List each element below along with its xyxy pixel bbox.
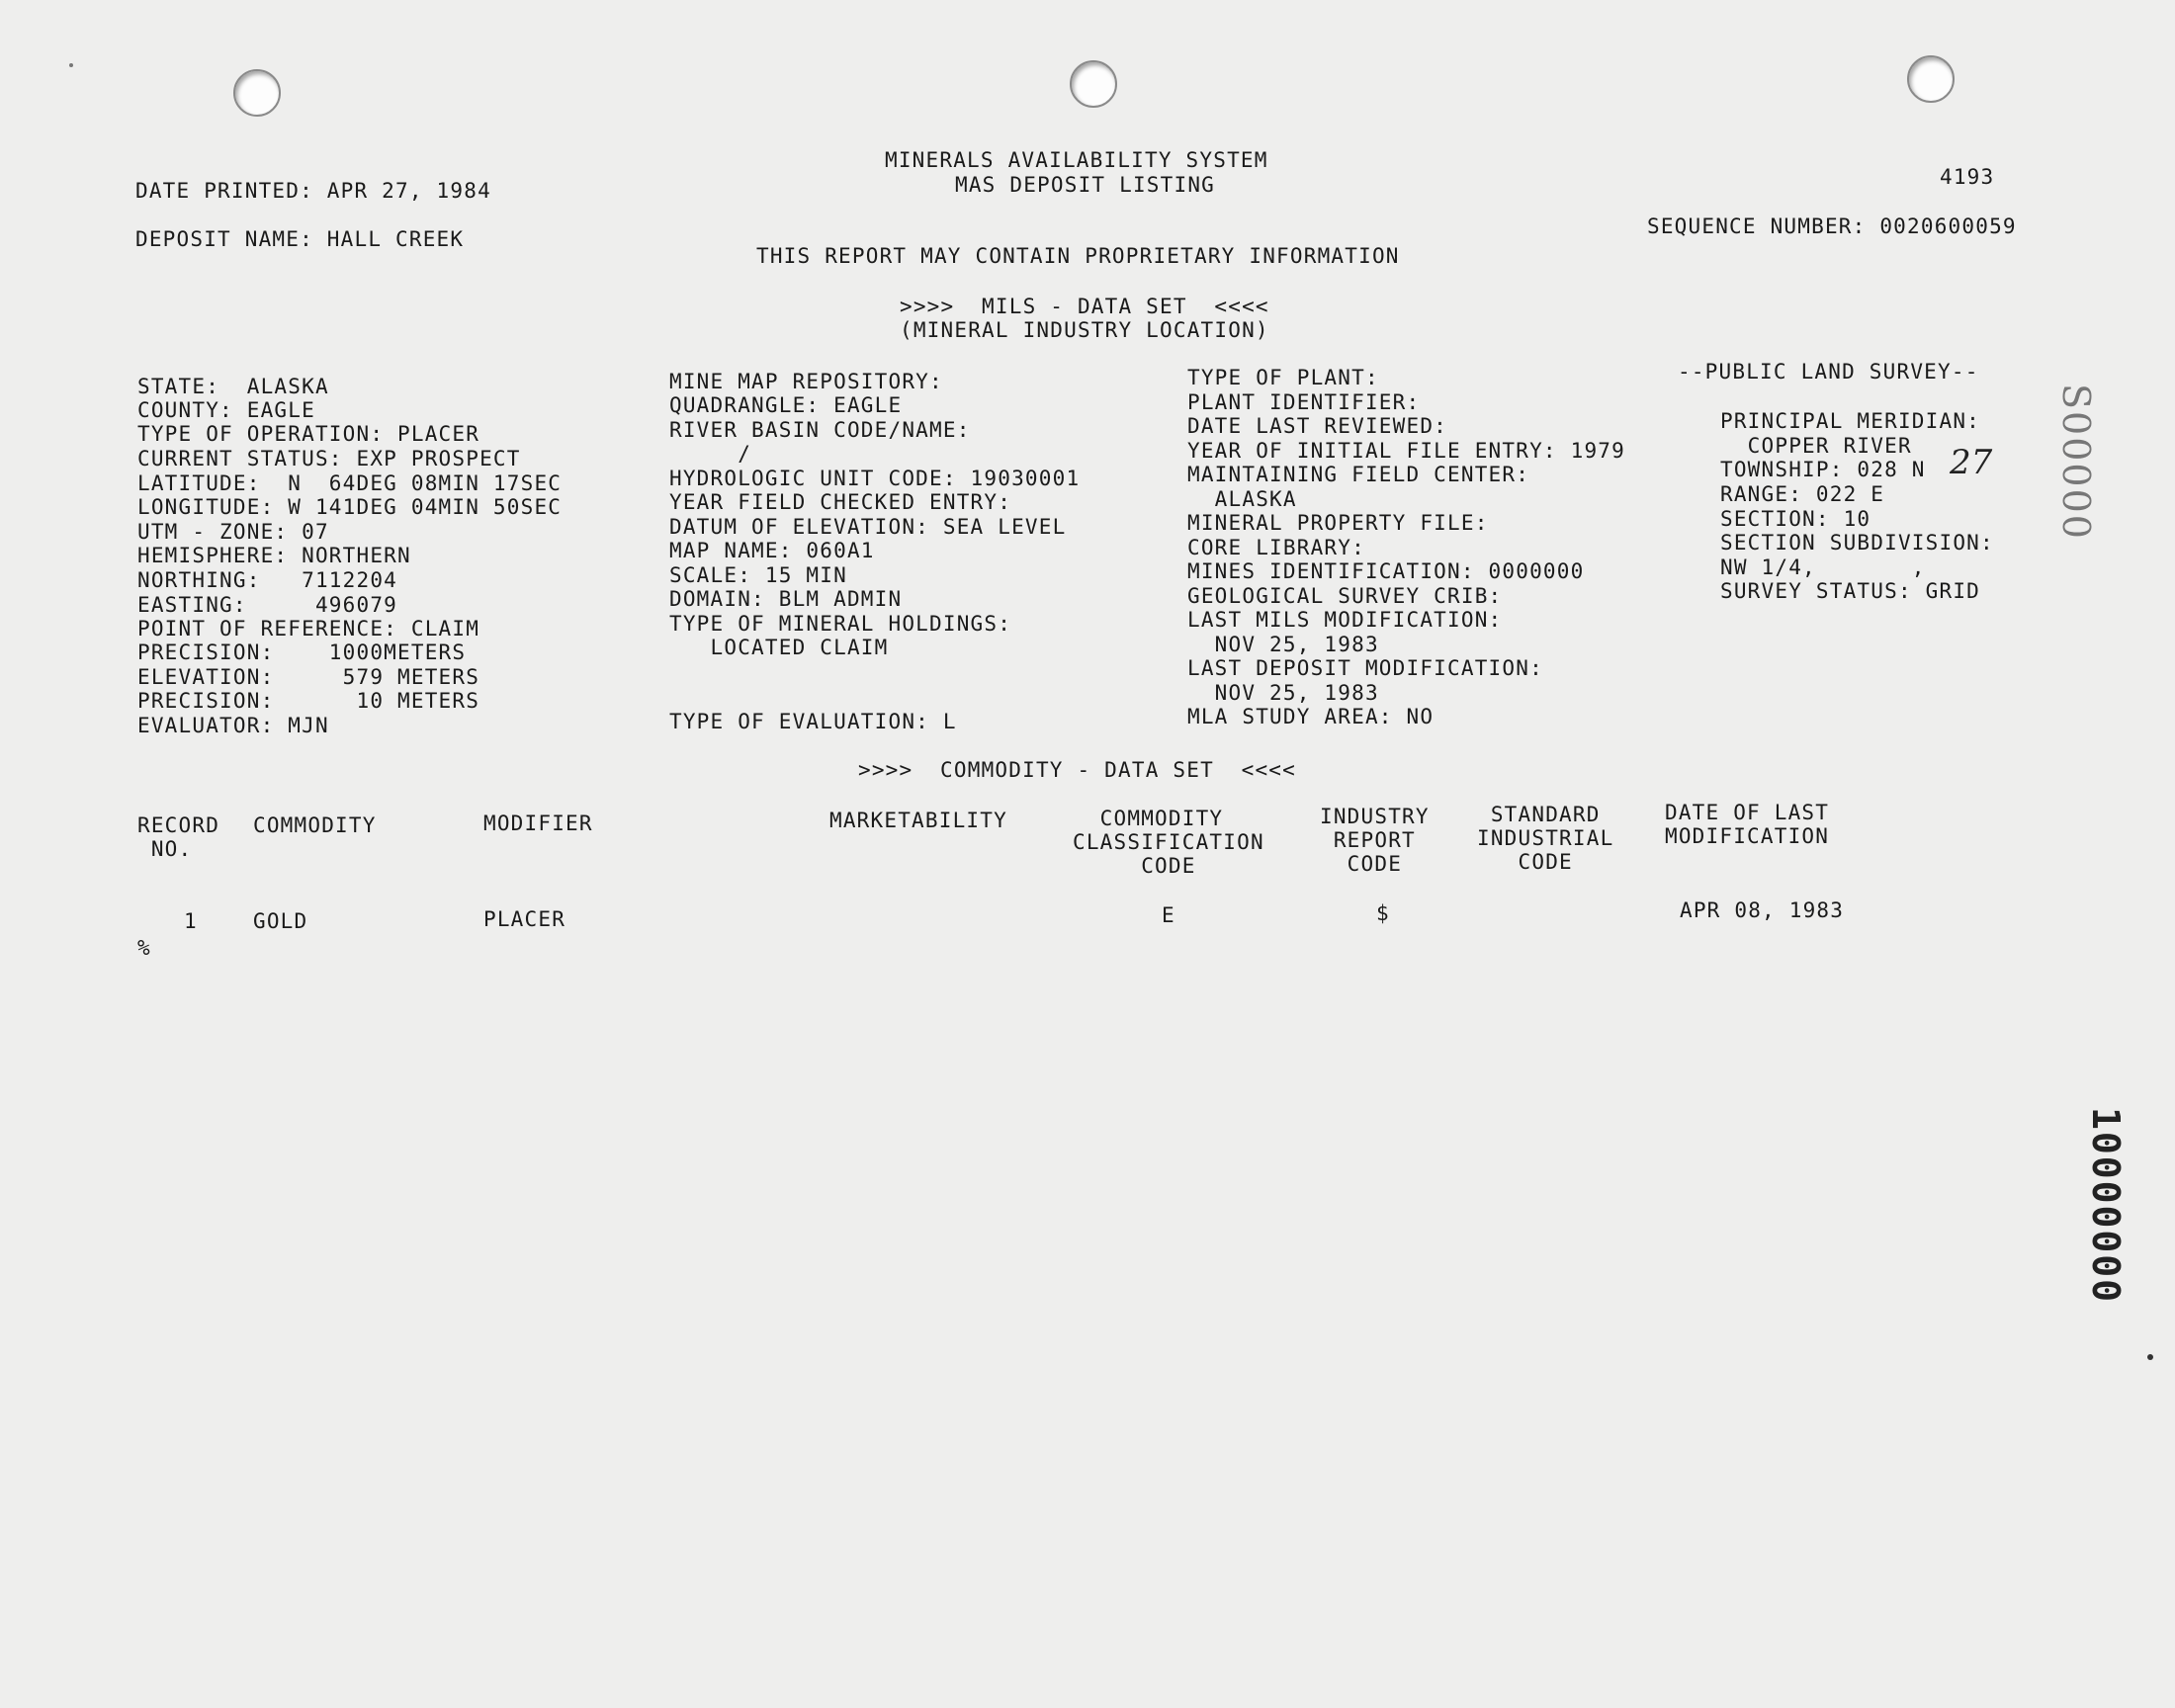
field-mineral-holdings-value: LOCATED CLAIM: [669, 636, 889, 659]
field-evaluator: EVALUATOR: MJN: [137, 714, 329, 737]
commodity-title: >>>> COMMODITY - DATA SET <<<<: [858, 758, 1296, 782]
field-river-basin: RIVER BASIN CODE/NAME:: [669, 418, 971, 442]
field-current-status: CURRENT STATUS: EXP PROSPECT: [137, 447, 521, 470]
header-date-last-modification: DATE OF LAST MODIFICATION: [1665, 801, 1830, 848]
proprietary-notice: THIS REPORT MAY CONTAIN PROPRIETARY INFORMATION: [756, 244, 1400, 268]
field-mineral-property-file: MINERAL PROPERTY FILE:: [1187, 511, 1489, 535]
field-river-basin-value: /: [669, 442, 752, 466]
field-type-of-evaluation: TYPE OF EVALUATION: L: [669, 710, 957, 733]
field-last-deposit-modification-value: NOV 25, 1983: [1187, 681, 1379, 705]
field-year-initial-entry: YEAR OF INITIAL FILE ENTRY: 1979: [1187, 439, 1625, 463]
field-domain: DOMAIN: BLM ADMIN: [669, 587, 903, 611]
field-principal-meridian-value: COPPER RIVER: [1720, 434, 1912, 458]
field-precision-location: PRECISION: 1000METERS: [137, 640, 467, 664]
end-marker: %: [137, 936, 151, 960]
field-mla-study-area: MLA STUDY AREA: NO: [1187, 705, 1435, 728]
handwritten-township-note: 27: [1950, 443, 1993, 482]
cell-industry-report-code: $: [1376, 901, 1390, 925]
field-map-name: MAP NAME: 060A1: [669, 539, 875, 562]
mils-subtitle: (MINERAL INDUSTRY LOCATION): [900, 318, 1269, 342]
field-geological-survey-crib: GEOLOGICAL SURVEY CRIB:: [1187, 584, 1503, 608]
field-survey-status: SURVEY STATUS: GRID: [1720, 579, 1981, 603]
field-longitude: LONGITUDE: W 141DEG 04MIN 50SEC: [137, 495, 563, 519]
header-commodity: COMMODITY: [253, 813, 377, 837]
cell-record-no: 1: [184, 909, 198, 933]
mils-title: >>>> MILS - DATA SET <<<<: [900, 295, 1269, 318]
field-last-mils-modification-value: NOV 25, 1983: [1187, 633, 1379, 656]
field-date-last-reviewed: DATE LAST REVIEWED:: [1187, 414, 1448, 438]
rotated-stamp-top: S00000: [2054, 384, 2098, 541]
field-quadrangle: QUADRANGLE: EAGLE: [669, 393, 903, 417]
field-principal-meridian: PRINCIPAL MERIDIAN:: [1720, 409, 1981, 433]
field-precision-elevation: PRECISION: 10 METERS: [137, 689, 480, 713]
field-last-mils-modification: LAST MILS MODIFICATION:: [1187, 608, 1503, 632]
field-utm-zone: UTM - ZONE: 07: [137, 520, 329, 544]
field-elevation: ELEVATION: 579 METERS: [137, 665, 480, 689]
field-maintaining-center: MAINTAINING FIELD CENTER:: [1187, 463, 1530, 486]
field-operation-type: TYPE OF OPERATION: PLACER: [137, 422, 480, 446]
field-northing: NORTHING: 7112204: [137, 568, 398, 592]
ink-speck: [2147, 1354, 2153, 1360]
field-hydrologic-unit-code: HYDROLOGIC UNIT CODE: 19030001: [669, 467, 1081, 490]
cell-modifier: PLACER: [483, 907, 566, 931]
field-easting: EASTING: 496079: [137, 593, 398, 617]
header-modifier: MODIFIER: [483, 811, 593, 835]
rotated-stamp-bottom: 10000000: [2084, 1107, 2128, 1305]
sequence-number: SEQUENCE NUMBER: 0020600059: [1647, 214, 2017, 238]
field-maintaining-center-value: ALASKA: [1187, 487, 1297, 511]
field-plant-identifier: PLANT IDENTIFIER:: [1187, 390, 1421, 414]
cell-commodity: GOLD: [253, 909, 308, 933]
public-land-survey-heading: --PUBLIC LAND SURVEY--: [1678, 360, 1979, 384]
deposit-name: DEPOSIT NAME: HALL CREEK: [135, 227, 465, 251]
field-mineral-holdings: TYPE OF MINERAL HOLDINGS:: [669, 612, 1012, 636]
field-point-of-reference: POINT OF REFERENCE: CLAIM: [137, 617, 480, 640]
field-section: SECTION: 10: [1720, 507, 1871, 531]
cell-classification-code: E: [1162, 903, 1175, 927]
punch-hole-center: [1070, 60, 1117, 108]
header-record-no: RECORD NO.: [137, 813, 220, 861]
field-datum-of-elevation: DATUM OF ELEVATION: SEA LEVEL: [669, 515, 1067, 539]
field-township: TOWNSHIP: 028 N: [1720, 458, 1926, 481]
field-state: STATE: ALASKA: [137, 375, 329, 398]
field-range: RANGE: 022 E: [1720, 482, 1885, 506]
header-sic-code: STANDARD INDUSTRIAL CODE: [1477, 803, 1614, 874]
field-core-library: CORE LIBRARY:: [1187, 536, 1365, 559]
field-latitude: LATITUDE: N 64DEG 08MIN 17SEC: [137, 471, 563, 495]
page-code: 4193: [1940, 165, 1995, 189]
field-hemisphere: HEMISPHERE: NORTHERN: [137, 544, 411, 567]
system-title: MINERALS AVAILABILITY SYSTEM: [885, 148, 1268, 172]
punch-hole-left: [233, 69, 281, 117]
field-mines-identification: MINES IDENTIFICATION: 0000000: [1187, 559, 1585, 583]
field-section-subdivision: SECTION SUBDIVISION:: [1720, 531, 1994, 555]
cell-date-last-modification: APR 08, 1983: [1680, 898, 1845, 922]
field-county: COUNTY: EAGLE: [137, 398, 315, 422]
field-year-field-checked: YEAR FIELD CHECKED ENTRY:: [669, 490, 1012, 514]
ink-speck: [69, 63, 73, 67]
field-type-of-plant: TYPE OF PLANT:: [1187, 366, 1379, 389]
header-marketability: MARKETABILITY: [829, 809, 1007, 832]
punch-hole-right: [1907, 55, 1955, 103]
listing-title: MAS DEPOSIT LISTING: [955, 173, 1216, 197]
field-last-deposit-modification: LAST DEPOSIT MODIFICATION:: [1187, 656, 1543, 680]
header-classification-code: COMMODITY CLASSIFICATION CODE: [1073, 807, 1264, 878]
date-printed: DATE PRINTED: APR 27, 1984: [135, 179, 491, 203]
header-industry-report-code: INDUSTRY REPORT CODE: [1320, 805, 1430, 876]
field-section-subdivision-value: NW 1/4, ,: [1720, 555, 1926, 579]
field-scale: SCALE: 15 MIN: [669, 563, 847, 587]
field-mine-map-repository: MINE MAP REPOSITORY:: [669, 370, 943, 393]
